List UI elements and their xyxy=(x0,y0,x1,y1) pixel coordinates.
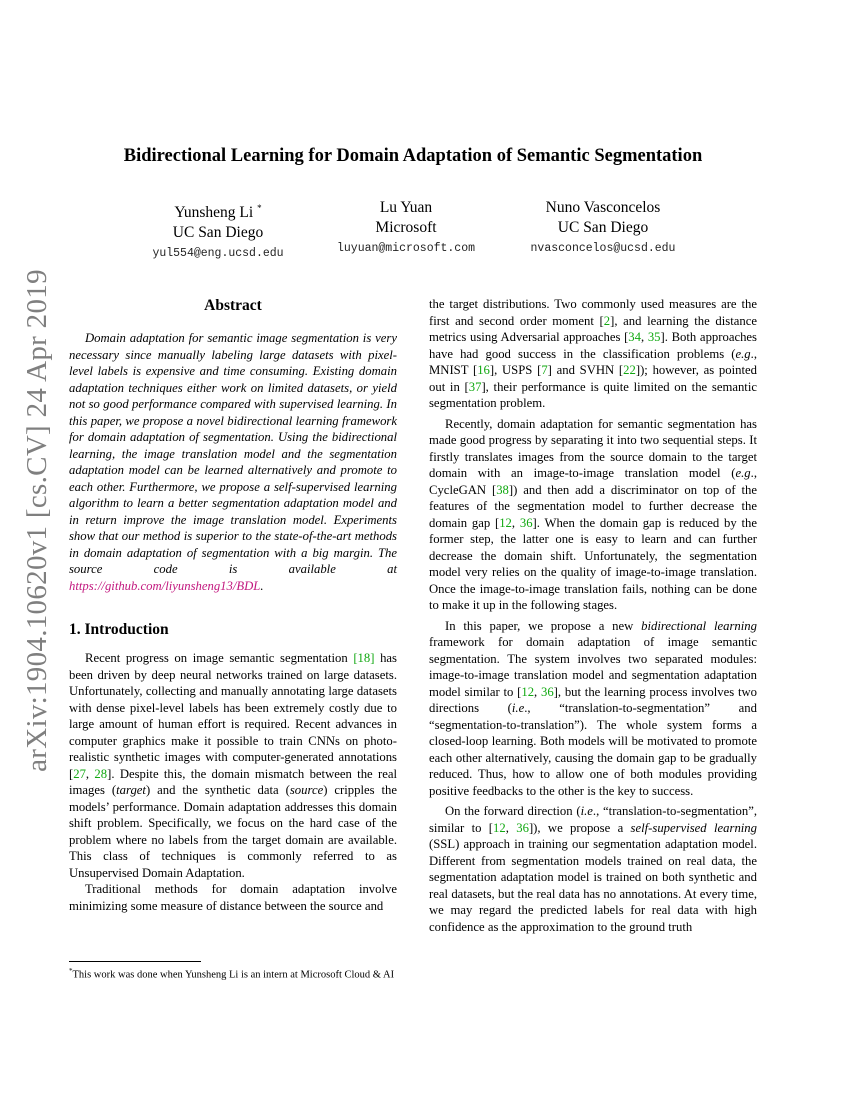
citation[interactable]: 2 xyxy=(603,313,611,328)
author-email[interactable]: luyuan@microsoft.com xyxy=(336,242,476,255)
paragraph xyxy=(69,650,397,881)
citation[interactable]: 36 xyxy=(516,820,529,835)
text-run: ., MNIST [ xyxy=(429,346,757,377)
text-run: Recently, domain adaptation for semantic segmentation has made good progress by separating it into two sequential steps. It firstly translates images from the source domain to the target domain with an image-to-image translation model ( xyxy=(429,416,757,480)
emphasis: i.e xyxy=(580,804,593,818)
author-block xyxy=(108,198,328,264)
author-name: Lu Yuan xyxy=(379,199,433,216)
emphasis: e.g xyxy=(735,346,751,361)
text-run: ]. Despite this, the domain mismatch between the real images ( xyxy=(69,766,398,797)
author-email[interactable]: yul554@eng.ucsd.edu xyxy=(152,247,284,261)
text-run: ]) and then add a discriminator on top of the features of the segmentation model to further decrease the domain gap [ xyxy=(429,482,758,530)
text-run: the target distributions. Two commonly used measures are the first and second order moment [ xyxy=(429,297,757,328)
text-run: , xyxy=(640,330,648,344)
citation[interactable]: 12 xyxy=(493,820,506,835)
citation[interactable]: 36 xyxy=(540,684,554,699)
text-run: ], their performance is quite limited on the semantic segmentation problem. xyxy=(429,379,757,410)
citation[interactable]: 12 xyxy=(499,515,512,530)
author-affiliation: UC San Diego xyxy=(172,224,264,242)
abstract-heading: Abstract xyxy=(204,297,262,314)
footnote: *This work was done when Yunsheng Li is an intern at Microsoft Cloud & AI xyxy=(69,967,395,981)
citation[interactable]: 12 xyxy=(521,684,535,699)
text-run: , xyxy=(85,766,95,781)
text-run: Traditional methods for domain adaptation involve minimizing some measure of distance between the source and xyxy=(69,882,397,913)
text-run: ]. When the domain gap is reduced by the former step, the latter one is easy to learn and can further decrease the domain shift. Unfortunately, the segmentation model very relies on the quality of image-to-image translation. Once the image-to-image translation fails, nothing can be done to make it up in the following stages. xyxy=(429,515,757,612)
citation[interactable]: 7 xyxy=(541,363,548,377)
text-run: In this paper, we propose a new xyxy=(445,618,642,633)
text-run: ., “translation-to-segmentation”, similar to [ xyxy=(429,804,757,835)
text-run: ], USPS [ xyxy=(489,363,542,377)
text-run: has been driven by deep neural networks trained on large datasets. Unfortunately, collecting and manually annotating large datasets with dense pixel-level labels has been extremely costly due to large amount of human effort is required. Recent advances in computer graphics make it possible to train CNNs on photo-realistic synthetic images with computer-generated annotations [ xyxy=(69,651,397,781)
text-run: ) and the synthetic data ( xyxy=(145,783,290,797)
paragraph xyxy=(429,803,757,935)
text-run: On the forward direction ( xyxy=(445,804,581,818)
text-run: ) cripples the models’ performance. Domain adaptation addresses this domain shift problem. Specifically, we focus on the hard case of the problem where no labels from the target domain are available. This class of techniques is commonly referred to as Unsupervised Domain Adaptation. xyxy=(69,783,397,880)
text-run: ] and SVHN [ xyxy=(547,363,624,377)
text-run: ]); however, as pointed out in [ xyxy=(429,363,757,394)
text-run: , xyxy=(511,515,520,530)
author-block xyxy=(296,198,516,259)
citation[interactable]: 16 xyxy=(477,363,490,377)
text-run: , xyxy=(505,820,517,835)
citation[interactable]: 35 xyxy=(647,330,661,344)
author-affiliation: Microsoft xyxy=(375,219,437,236)
paragraph xyxy=(429,618,757,800)
emphasis: e.g xyxy=(735,466,751,480)
text-run: framework for domain adaptation of image semantic segmentation. The system involves two separated modules: image-to-image translation model and segmentation adaptation model similar to [ xyxy=(429,635,757,699)
source-code-link[interactable]: https://github.com/liyunsheng13/BDL xyxy=(69,578,261,593)
emphasis: target xyxy=(116,783,146,797)
footnote-rule xyxy=(69,961,201,962)
abstract-text: Domain adaptation for semantic image segmentation is very necessary since manually labeling large datasets with pixel-level labels is expensive and time consuming. Existing domain adaptation techniques either work on limited datasets, or yield not so good performance compared with supervised learning. In this paper, we propose a novel bidirectional learning framework for domain adaptation of segmentation. Using the bidirectional learning, the image translation model and the segmentation adaptation model can be learned alternatively and promote to each other. Furthermore, we propose a self-supervised learning algorithm to learn a better segmentation adaptation model and in return improve the image translation model. Experiments show that our method is superior to the state-of-the-art methods in domain adaptation of segmentation with a big margin. The source code is available at https://github.com/liyunsheng13/BDL. xyxy=(69,331,397,593)
text-run: (SSL) approach in training our segmentation adaptation model. Different from segmentation models trained on real data, the segmentation adaptation model is trained on both synthetic and real datasets, but the real data has no annotations. At every time, we may regard the predicted labels for real data with high confidence as the approximation to the ground truth xyxy=(429,837,757,934)
text-run: ], and learning the distance metrics using Adversarial approaches [ xyxy=(429,313,757,344)
emphasis: self-supervised learning xyxy=(630,820,757,835)
citation[interactable]: 36 xyxy=(519,515,533,530)
paragraph xyxy=(69,881,397,914)
citation[interactable]: 38 xyxy=(496,482,509,497)
left-column xyxy=(69,296,397,914)
citation[interactable]: 37 xyxy=(468,379,482,394)
arxiv-stamp: arXiv:1904.10620v1 [cs.CV] 24 Apr 2019 xyxy=(20,268,53,772)
author-name: Nuno Vasconcelos xyxy=(545,199,661,216)
text-run: ., CycleGAN [ xyxy=(429,466,757,497)
paper-title: Bidirectional Learning for Domain Adaptation of Semantic Segmentation xyxy=(123,146,703,166)
section-heading-introduction: 1. Introduction xyxy=(69,621,169,638)
text-run: ], but the learning process involves two directions ( xyxy=(429,684,757,715)
text-run: ]. Both approaches have had good success in the classification problems ( xyxy=(429,330,757,361)
paragraph xyxy=(429,416,757,614)
emphasis: i.e xyxy=(511,701,525,715)
text-run: , xyxy=(534,684,541,699)
emphasis: bidirectional learning xyxy=(641,618,757,633)
text-run: Recent progress on image semantic segmentation xyxy=(85,651,354,665)
paragraph xyxy=(429,296,757,412)
citation[interactable]: 34 xyxy=(628,330,641,344)
author-block xyxy=(493,198,713,259)
citation[interactable]: 28 xyxy=(94,766,108,781)
author-name: Yunsheng Li * xyxy=(174,203,262,222)
citation[interactable]: 27 xyxy=(73,766,86,781)
right-column xyxy=(429,296,757,935)
text-run: ., “translation-to-segmentation” and “segmentation-to-translation”). The whole system forms a closed-loop learning. Both models will be motivated to promote each other alternatively, causing the domain gap to be gradually reduced. Thus, how to allow one of both modules providing positive feedbacks to the other is the key to success. xyxy=(429,701,757,798)
emphasis: source xyxy=(289,783,324,797)
citation[interactable]: 22 xyxy=(623,363,636,377)
author-affiliation: UC San Diego xyxy=(557,219,649,236)
author-email[interactable]: nvasconcelos@ucsd.edu xyxy=(530,242,676,255)
text-run: ]), we propose a xyxy=(528,820,631,835)
citation[interactable]: [18] xyxy=(353,651,375,665)
